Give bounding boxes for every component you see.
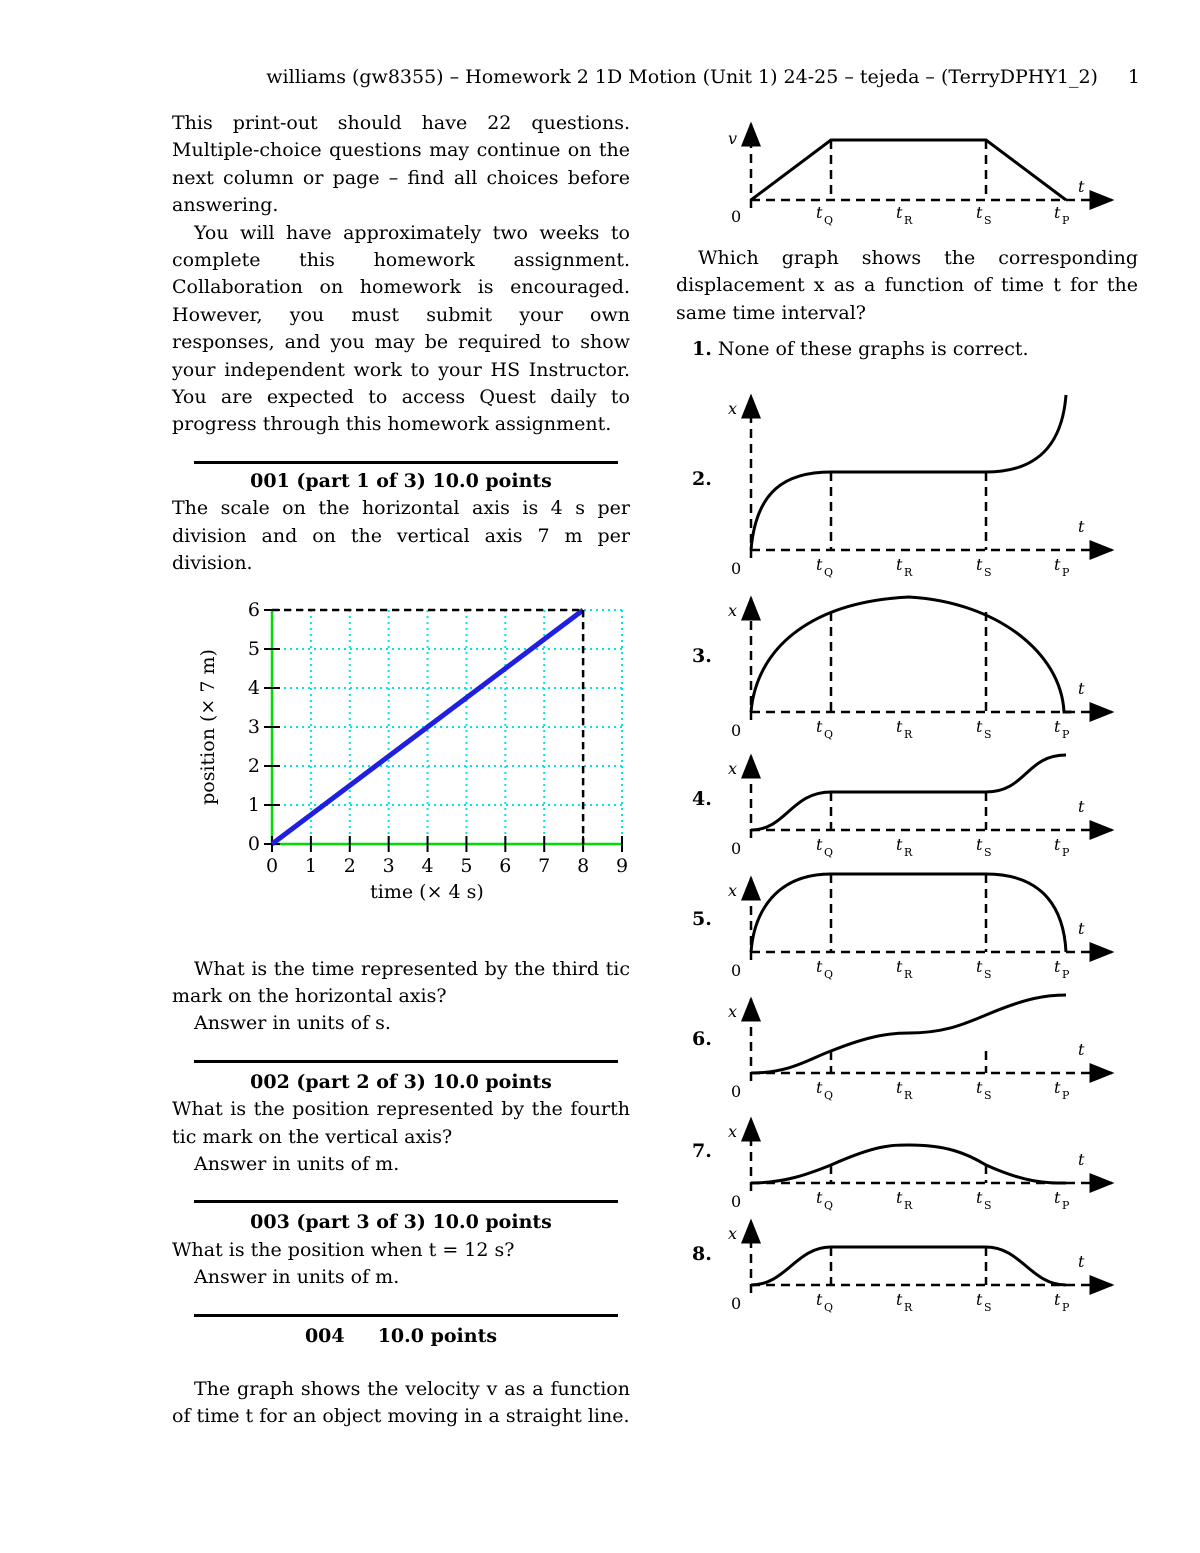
tick-subscript-tr: R bbox=[904, 968, 913, 981]
y-tick-label: 6 bbox=[247, 598, 260, 621]
tick-subscript-tq: Q bbox=[824, 566, 834, 579]
velocity-graph bbox=[676, 110, 1138, 230]
right-column bbox=[676, 226, 1138, 346]
question-3-answer-units: Answer in units of m. bbox=[194, 1266, 400, 1289]
tick-subscript-tr: R bbox=[904, 566, 913, 579]
axis-label-x: x bbox=[728, 1224, 738, 1243]
question-1-question: What is the time represented by the third tic mark on the horizontal axis? bbox=[172, 957, 630, 1007]
displacement-curve bbox=[751, 995, 1066, 1073]
displacement-graph-choice-7 bbox=[676, 1113, 1138, 1218]
tick-label-tq: t bbox=[816, 957, 823, 976]
page-number: 1 bbox=[1127, 66, 1140, 88]
axis-label-x: x bbox=[728, 881, 738, 900]
page-header bbox=[0, 66, 1140, 88]
tick-label-tr: t bbox=[896, 957, 903, 976]
tick-label-tr: t bbox=[896, 717, 903, 736]
question-3-question: What is the position when t = 12 s? bbox=[172, 1238, 515, 1261]
displacement-graph-choice-2 bbox=[676, 390, 1138, 585]
tick-label-tr: t bbox=[896, 555, 903, 574]
question-4-question: Which graph shows the corresponding displacement x as a function of time t for the same time interval? bbox=[676, 247, 1138, 324]
tick-subscript-tq: Q bbox=[824, 1199, 834, 1212]
divider bbox=[194, 1314, 618, 1317]
x-tick-label: 3 bbox=[382, 854, 395, 877]
displacement-curve bbox=[751, 597, 1071, 712]
tick-label-tp: t bbox=[1054, 1290, 1061, 1309]
svg-text:t: t bbox=[816, 203, 823, 222]
tick-label-tp: t bbox=[1054, 835, 1061, 854]
tick-label-ts: t bbox=[976, 957, 983, 976]
tick-subscript-tp: P bbox=[1062, 968, 1070, 981]
y-tick-label: 1 bbox=[247, 793, 260, 816]
x-tick-label: 5 bbox=[460, 854, 473, 877]
displacement-curve bbox=[751, 1145, 1066, 1183]
tick-subscript-tp: P bbox=[1062, 728, 1070, 741]
svg-text:S: S bbox=[984, 214, 992, 227]
axis-label-t: t bbox=[1078, 177, 1085, 196]
x-tick-label: 2 bbox=[343, 854, 356, 877]
y-tick-label: 0 bbox=[247, 832, 260, 855]
tick-subscript-tp: P bbox=[1062, 846, 1070, 859]
x-tick-label: 4 bbox=[421, 854, 434, 877]
choice-6-number: 6. bbox=[692, 1028, 712, 1050]
y-tick-label: 3 bbox=[247, 715, 260, 738]
tick-label-tq: t bbox=[816, 555, 823, 574]
question-2-answer-units: Answer in units of m. bbox=[194, 1152, 400, 1175]
axis-label-t: t bbox=[1078, 797, 1085, 816]
axis-label-v: v bbox=[728, 129, 738, 148]
x-tick-label: 0 bbox=[265, 854, 279, 877]
origin-label: 0 bbox=[731, 559, 742, 578]
tick-label-tr: t bbox=[896, 1290, 903, 1309]
axis-label-t: t bbox=[1078, 1252, 1085, 1271]
tick-subscript-ts: S bbox=[984, 846, 992, 859]
question-2-question: What is the position represented by the fourth tic mark on the vertical axis? bbox=[172, 1098, 630, 1148]
tick-subscript-tq: Q bbox=[824, 728, 834, 741]
y-tick-label: 5 bbox=[247, 637, 260, 660]
question-4-head: 004 10.0 points bbox=[304, 1324, 498, 1347]
tick-label-tq: t bbox=[816, 1188, 823, 1207]
tick-label-tq: t bbox=[816, 1290, 823, 1309]
origin-label: 0 bbox=[731, 1082, 742, 1101]
intro-paragraph-1: This print-out should have 22 questions. Multiple-choice questions may continue on the next column or page – find all choices before answering. bbox=[172, 112, 630, 217]
choice-8-number: 8. bbox=[692, 1243, 712, 1265]
tick-label-ts: t bbox=[976, 1290, 983, 1309]
svg-text:P: P bbox=[1062, 214, 1070, 227]
x-tick-label: 6 bbox=[499, 854, 512, 877]
tick-subscript-tp: P bbox=[1062, 1199, 1070, 1212]
choice-1 bbox=[692, 338, 1029, 360]
header-title: williams (gw8355) – Homework 2 1D Motion (Unit 1) 24-25 – tejeda – (TerryDPHY1_2) bbox=[266, 66, 1098, 88]
axis-label-t: t bbox=[1078, 517, 1085, 536]
svg-text:R: R bbox=[904, 214, 913, 227]
tick-subscript-ts: S bbox=[984, 1089, 992, 1102]
displacement-graph-choice-3 bbox=[676, 592, 1138, 747]
choice-7-number: 7. bbox=[692, 1140, 712, 1162]
tick-subscript-tq: Q bbox=[824, 968, 834, 981]
displacement-graph-choice-5 bbox=[676, 872, 1138, 987]
axis-label-t: t bbox=[1078, 1150, 1085, 1169]
choice-3-number: 3. bbox=[692, 645, 712, 667]
tick-subscript-ts: S bbox=[984, 1199, 992, 1212]
choice-1-number: 1. bbox=[692, 338, 712, 360]
position-time-chart bbox=[172, 592, 630, 942]
question-1-head: 001 (part 1 of 3) 10.0 points bbox=[250, 469, 552, 492]
tick-label-tq: t bbox=[816, 717, 823, 736]
origin-label: 0 bbox=[731, 207, 742, 226]
displacement-curve bbox=[751, 755, 1066, 830]
choice-2-number: 2. bbox=[692, 468, 712, 490]
tick-label-ts: t bbox=[976, 1188, 983, 1207]
displacement-curve bbox=[751, 395, 1066, 550]
tick-subscript-tq: Q bbox=[824, 846, 834, 859]
question-3-head: 003 (part 3 of 3) 10.0 points bbox=[250, 1211, 552, 1234]
y-tick-label: 4 bbox=[247, 676, 260, 699]
tick-subscript-tq: Q bbox=[824, 1301, 834, 1314]
tick-subscript-tp: P bbox=[1062, 1089, 1070, 1102]
tick-subscript-tr: R bbox=[904, 846, 913, 859]
tick-label-tq: t bbox=[816, 1078, 823, 1097]
origin-label: 0 bbox=[731, 839, 742, 858]
tick-subscript-ts: S bbox=[984, 566, 992, 579]
displacement-curve bbox=[751, 874, 1066, 952]
axis-label-x: x bbox=[728, 1122, 738, 1141]
tick-label-tp: t bbox=[1054, 957, 1061, 976]
axis-label-t: t bbox=[1078, 679, 1085, 698]
displacement-graph-choice-4 bbox=[676, 750, 1138, 865]
tick-label-ts: t bbox=[976, 555, 983, 574]
x-tick-label: 1 bbox=[304, 854, 317, 877]
tick-labels-row bbox=[816, 203, 1070, 227]
question-4-text: The graph shows the velocity v as a function of time t for an object moving in a straight line. bbox=[172, 1377, 630, 1428]
svg-text:Q: Q bbox=[824, 214, 834, 227]
tick-subscript-ts: S bbox=[984, 728, 992, 741]
tick-label-tr: t bbox=[896, 1188, 903, 1207]
svg-text:t: t bbox=[896, 203, 903, 222]
svg-text:t: t bbox=[976, 203, 983, 222]
tick-label-tp: t bbox=[1054, 717, 1061, 736]
tick-subscript-tr: R bbox=[904, 1199, 913, 1212]
x-tick-label: 8 bbox=[577, 854, 590, 877]
divider bbox=[194, 1200, 618, 1203]
tick-label-tp: t bbox=[1054, 555, 1061, 574]
y-axis-label: position (× 7 m) bbox=[197, 648, 219, 805]
tick-subscript-tq: Q bbox=[824, 1089, 834, 1102]
question-1-answer-units: Answer in units of s. bbox=[194, 1012, 391, 1035]
tick-label-tr: t bbox=[896, 835, 903, 854]
axis-label-t: t bbox=[1078, 919, 1085, 938]
tick-label-tq: t bbox=[816, 835, 823, 854]
axis-label-x: x bbox=[728, 1002, 738, 1021]
intro-paragraph-2: You will have approximately two weeks to complete this homework assignment. Collaboration on homework is encouraged. However, you must submit your own responses, and you may be required to show your independent work to your HS Instructor. You are expected to access Quest daily to progress through this homework assignment. bbox=[172, 221, 630, 436]
x-tick-label: 7 bbox=[538, 854, 551, 877]
displacement-graph-choice-6 bbox=[676, 993, 1138, 1108]
tick-label-tp: t bbox=[1054, 1078, 1061, 1097]
question-2-head: 002 (part 2 of 3) 10.0 points bbox=[250, 1070, 552, 1093]
tick-subscript-tp: P bbox=[1062, 1301, 1070, 1314]
tick-label-ts: t bbox=[976, 1078, 983, 1097]
tick-subscript-ts: S bbox=[984, 968, 992, 981]
divider bbox=[194, 461, 618, 464]
left-column bbox=[172, 110, 630, 1431]
tick-subscript-tr: R bbox=[904, 1089, 913, 1102]
tick-subscript-tr: R bbox=[904, 1301, 913, 1314]
tick-label-ts: t bbox=[976, 835, 983, 854]
choice-1-text: None of these graphs is correct. bbox=[717, 338, 1029, 360]
axis-label-x: x bbox=[728, 759, 738, 778]
origin-label: 0 bbox=[731, 721, 742, 740]
origin-label: 0 bbox=[731, 1192, 742, 1211]
tick-subscript-tp: P bbox=[1062, 566, 1070, 579]
tick-label-ts: t bbox=[976, 717, 983, 736]
origin-label: 0 bbox=[731, 961, 742, 980]
tick-label-tr: t bbox=[896, 1078, 903, 1097]
tick-subscript-ts: S bbox=[984, 1301, 992, 1314]
divider bbox=[194, 1060, 618, 1063]
axis-label-x: x bbox=[728, 399, 738, 418]
displacement-curve bbox=[751, 1247, 1066, 1285]
x-tick-label: 9 bbox=[615, 854, 629, 877]
axis-label-t: t bbox=[1078, 1040, 1085, 1059]
choice-5-number: 5. bbox=[692, 908, 712, 930]
x-axis-label: time (× 4 s) bbox=[370, 880, 484, 903]
y-tick-label: 2 bbox=[247, 754, 260, 777]
question-1-text: The scale on the horizontal axis is 4 s per division and on the vertical axis 7 m per division. bbox=[172, 497, 630, 575]
svg-text:t: t bbox=[1054, 203, 1061, 222]
choice-4-number: 4. bbox=[692, 788, 712, 810]
axis-label-x: x bbox=[728, 601, 738, 620]
origin-label: 0 bbox=[731, 1294, 742, 1313]
tick-label-tp: t bbox=[1054, 1188, 1061, 1207]
tick-subscript-tr: R bbox=[904, 728, 913, 741]
displacement-graph-choice-8 bbox=[676, 1215, 1138, 1320]
